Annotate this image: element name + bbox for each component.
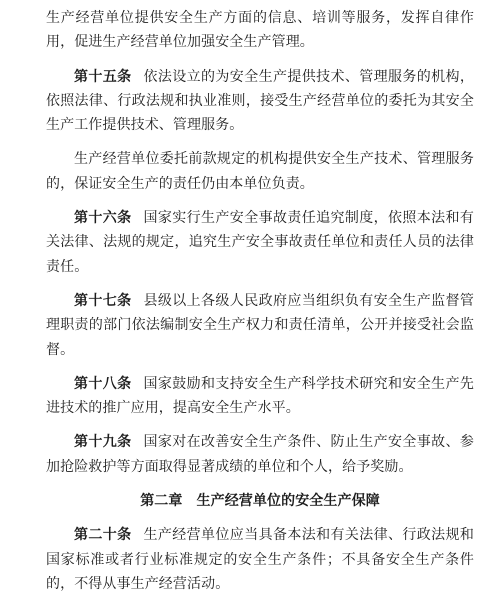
chapter-heading bbox=[46, 489, 474, 513]
article-text: 国家对在改善安全生产条件、防止生产安全事故、参加抢险救护等方面取得显著成绩的单位和个人，给予奖励。 bbox=[46, 434, 474, 475]
paragraph-text: 生产经营单位提供安全生产方面的信息、培训等服务，发挥自律作用，促进生产经营单位加强安全生产管理。 bbox=[46, 10, 474, 51]
article-text: 国家鼓励和支持安全生产科学技术研究和安全生产先进技术的推广应用，提高安全生产水平。 bbox=[46, 375, 474, 417]
article-16 bbox=[46, 206, 474, 279]
article-20 bbox=[46, 523, 474, 596]
article-number: 第十五条 bbox=[74, 68, 132, 85]
chapter-number: 第二章 bbox=[140, 493, 183, 510]
article-number: 第十九条 bbox=[74, 434, 132, 451]
article-18 bbox=[46, 372, 474, 421]
article-19 bbox=[46, 430, 474, 479]
paragraph-text: 生产经营单位委托前款规定的机构提供安全生产技术、管理服务的，保证安全生产的责任仍由本单位负责。 bbox=[46, 151, 474, 192]
article-number: 第十六条 bbox=[74, 210, 132, 227]
paragraph-continuation bbox=[46, 6, 474, 55]
article-number: 第十七条 bbox=[74, 292, 132, 309]
article-15 bbox=[46, 65, 474, 138]
article-number: 第二十条 bbox=[74, 527, 132, 544]
article-text: 生产经营单位应当具备本法和有关法律、行政法规和国家标准或者行业标准规定的安全生产条件；不具备安全生产条件的，不得从事生产经营活动。 bbox=[46, 527, 474, 592]
article-text: 依法设立的为安全生产提供技术、管理服务的机构，依照法律、行政法规和执业准则，接受生产经营单位的委托为其安全生产工作提供技术、管理服务。 bbox=[46, 68, 474, 134]
article-text: 国家实行生产安全事故责任追究制度，依照本法和有关法律、法规的规定，追究生产安全事故责任单位和责任人员的法律责任。 bbox=[46, 210, 474, 275]
article-15-clause-2 bbox=[46, 147, 474, 196]
article-text: 县级以上各级人民政府应当组织负有安全生产监督管理职责的部门依法编制安全生产权力和责任清单，公开并接受社会监督。 bbox=[46, 292, 474, 358]
article-17 bbox=[46, 289, 474, 362]
chapter-title: 生产经营单位的安全生产保障 bbox=[196, 493, 380, 510]
article-number: 第十八条 bbox=[74, 375, 132, 392]
